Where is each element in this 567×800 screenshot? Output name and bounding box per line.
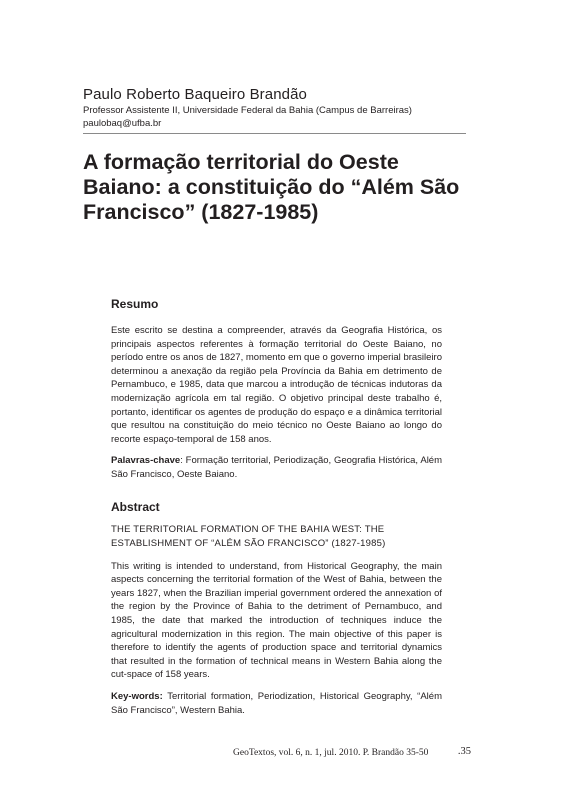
abstract-keywords-label: Key-words: — [111, 691, 163, 703]
resumo-heading: Resumo — [111, 297, 159, 311]
footer-citation: GeoTextos, vol. 6, n. 1, jul. 2010. P. Brandão 35-50 — [233, 748, 429, 758]
author-name: Paulo Roberto Baqueiro Brandão — [83, 86, 307, 103]
page-footer — [233, 747, 471, 759]
page-number: .35 — [457, 746, 471, 757]
abstract-section — [111, 499, 442, 717]
abstract-keywords-list: Territorial formation, Periodization, Historical Geography, “Além São Francisco”, Western Bahia. — [111, 691, 442, 716]
abstract-text: This writing is intended to understand, from Historical Geography, the main aspects concerning the territorial formation of the West of Bahia, between the years 1827, when the Brazilian imperial government ordered the annexation of the region by the Province of Bahia to the detriment of Pernambuco, and 1985, the date that marked the introduction of techniques induce the agricultural modernization in this region. The main objective of this paper is therefore to identify the agents of production space and territorial dynamics that resulted in the formation of technical means in Western Bahia along the cut-space of 158 years. — [111, 560, 442, 681]
resumo-keywords-label: Palavras-chave — [111, 455, 181, 467]
resumo-text: Este escrito se destina a compreender, através da Geografia Histórica, os principais aspectos referentes à formação territorial do Oeste Baiano, no período entre os anos de 1827, momento em que o governo imperial brasileiro determinou a anexação da região pela Província da Bahia em detrimento de Pernambuco, e 1985, data que marcou a introdução de técnicas indutoras da modernização agrícola em tal região. O objetivo principal deste trabalho é, portanto, identificar os agentes de produção do espaço e a dinâmica territorial que resultou na constituição do meio técnico no Oeste Baiano ao longo do recorte espaço-temporal de 158 anos. — [111, 325, 442, 445]
author-email: paulobaq@ufba.br — [83, 118, 162, 129]
resumo-keywords — [111, 454, 442, 481]
abstract-subtitle: THE TERRITORIAL FORMATION OF THE BAHIA WEST: THE ESTABLISHMENT OF “ALÉM SÃO FRANCISCO” (1827-1985) — [111, 524, 386, 549]
author-block — [83, 86, 463, 130]
header-divider — [83, 133, 466, 134]
author-affiliation: Professor Assistente II, Universidade Federal da Bahia (Campus de Barreiras) — [83, 105, 412, 116]
resumo-keywords-list: : Formação territorial, Periodização, Geografia Histórica, Além São Francisco, Oeste Baiano. — [111, 455, 442, 480]
abstract-keywords — [111, 690, 442, 717]
resumo-section — [111, 296, 442, 482]
article-title: A formação territorial do Oeste Baiano: a constituição do “Além São Francisco” (1827-1985) — [83, 150, 460, 224]
abstract-heading: Abstract — [111, 500, 160, 514]
